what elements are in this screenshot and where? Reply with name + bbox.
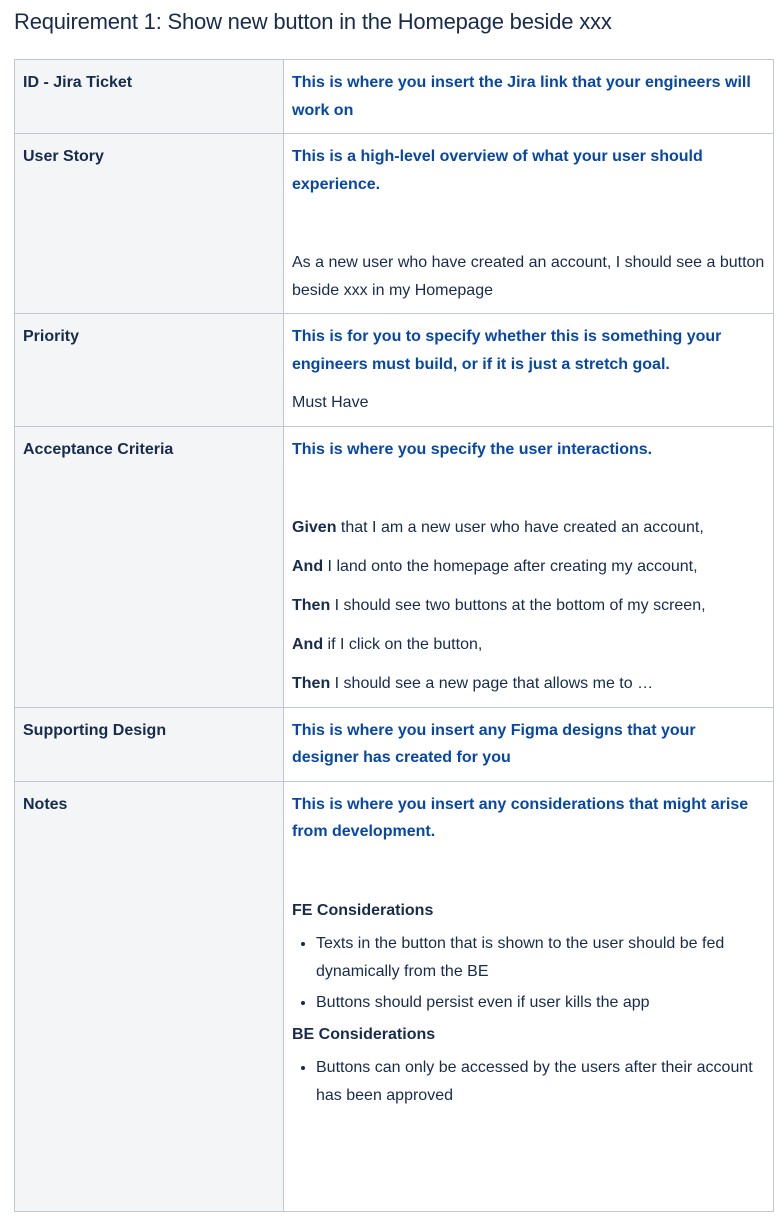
table-row-ticket — [15, 60, 774, 134]
fe-considerations-heading: FE Considerations — [292, 901, 434, 919]
table-row-acceptance-criteria — [15, 426, 774, 707]
acceptance-keyword: Then — [292, 675, 331, 692]
page-title: Requirement 1: Show new button in the Homepage beside xxx — [14, 9, 612, 34]
spacer — [292, 378, 765, 389]
requirement-table — [14, 59, 774, 1212]
label-acceptance-criteria: Acceptance Criteria — [15, 426, 284, 707]
list-item: • Buttons should persist even if user kills the app — [316, 989, 765, 1017]
acceptance-keyword: And — [292, 636, 324, 653]
acceptance-keyword: Given — [292, 519, 337, 536]
content-jira-ticket — [284, 60, 774, 134]
acceptance-text: I land onto the homepage after creating my account, — [323, 558, 698, 575]
hint-supporting-design: This is where you insert any Figma designs that your designer has created for you — [292, 721, 696, 766]
table-row-notes — [15, 781, 774, 1211]
acceptance-line — [292, 514, 765, 542]
content-notes — [284, 781, 774, 1211]
acceptance-text: I should see a new page that allows me to … — [330, 675, 654, 692]
fe-considerations-list — [292, 930, 765, 1017]
table-row-priority — [15, 314, 774, 427]
spacer — [292, 846, 765, 897]
content-acceptance-criteria — [284, 426, 774, 707]
label-user-story: User Story — [15, 134, 284, 314]
label-jira-ticket: ID - Jira Ticket — [15, 60, 284, 134]
content-supporting-design — [284, 707, 774, 781]
table-row-supporting-design — [15, 707, 774, 781]
priority-value: Must Have — [292, 394, 369, 411]
acceptance-text: I should see two buttons at the bottom of my screen, — [330, 597, 706, 614]
be-considerations-heading: BE Considerations — [292, 1025, 436, 1043]
hint-notes: This is where you insert any considerations that might arise from development. — [292, 795, 749, 840]
hint-priority: This is for you to specify whether this is something your engineers must build, or if it is just a stretch goal. — [292, 328, 722, 373]
be-considerations-list — [292, 1054, 765, 1109]
label-notes: Notes — [15, 781, 284, 1211]
table-row-user-story — [15, 134, 774, 314]
spacer — [292, 463, 765, 514]
acceptance-keyword: And — [292, 558, 324, 575]
acceptance-line — [292, 553, 765, 581]
content-priority — [284, 314, 774, 427]
user-story-text: As a new user who have created an account, I should see a button beside xxx in my Homepage — [292, 254, 765, 299]
hint-acceptance-criteria: This is where you specify the user interactions. — [292, 440, 653, 458]
acceptance-keyword: Then — [292, 597, 331, 614]
label-priority: Priority — [15, 314, 284, 427]
list-item: • Buttons can only be accessed by the users after their account has been approved — [316, 1054, 765, 1109]
acceptance-lines — [292, 514, 765, 698]
hint-user-story: This is a high-level overview of what your user should experience. — [292, 148, 703, 193]
content-user-story — [284, 134, 774, 314]
spacer — [292, 198, 765, 249]
hint-jira-ticket: This is where you insert the Jira link that your engineers will work on — [292, 74, 751, 119]
acceptance-line — [292, 631, 765, 659]
acceptance-line — [292, 670, 765, 698]
acceptance-text: that I am a new user who have created an account, — [336, 519, 704, 536]
label-supporting-design: Supporting Design — [15, 707, 284, 781]
acceptance-line — [292, 592, 765, 620]
acceptance-text: if I click on the button, — [323, 636, 483, 653]
list-item: • Texts in the button that is shown to the user should be fed dynamically from the BE — [316, 930, 765, 985]
